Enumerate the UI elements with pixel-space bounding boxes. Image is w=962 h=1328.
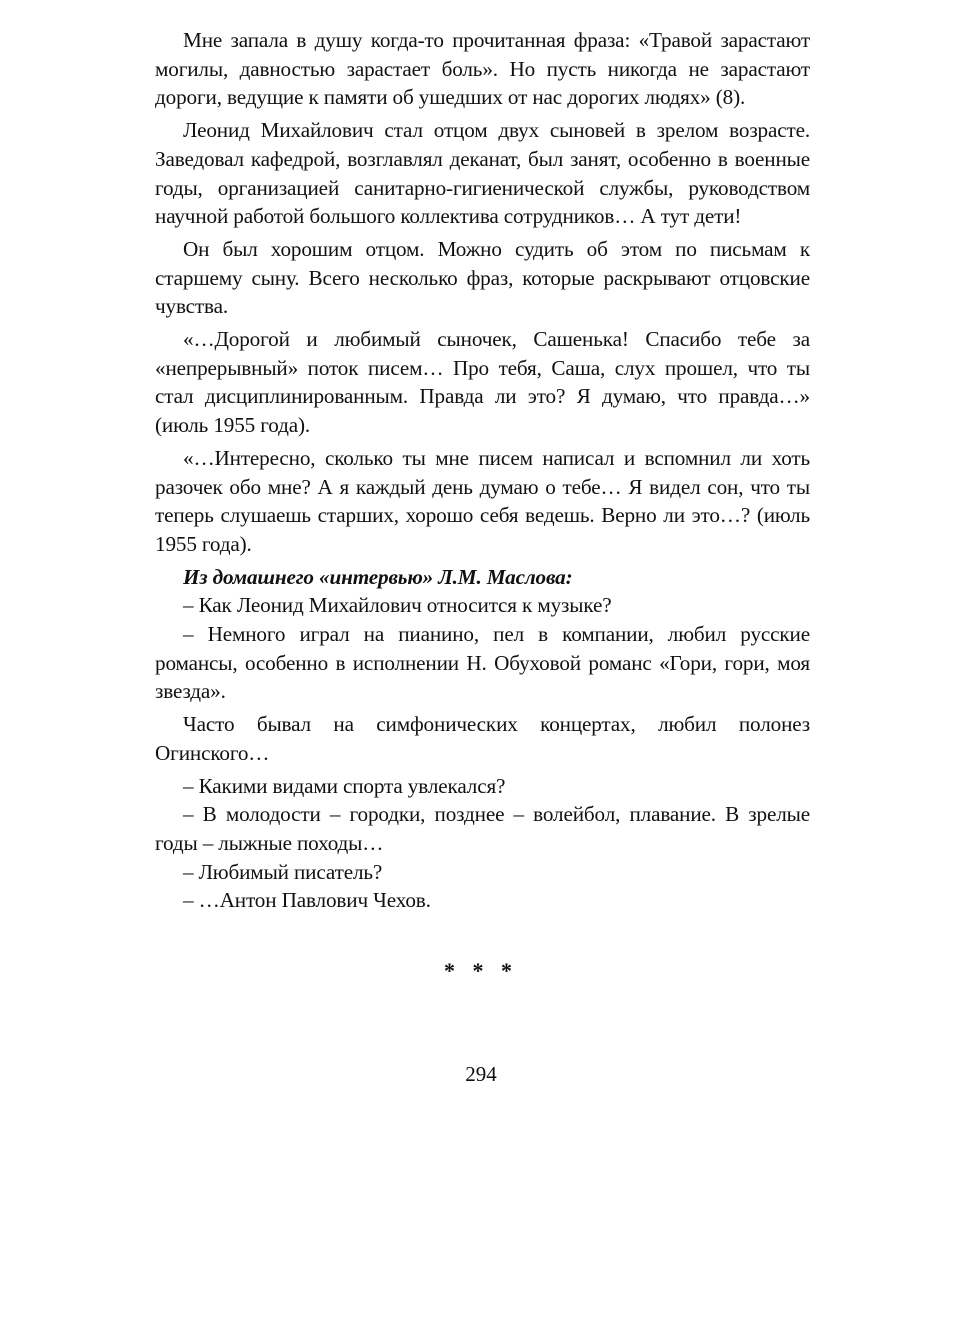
interview-question-writer: – Любимый писатель? <box>183 859 383 884</box>
interview-answer-sport: – В молодости – городки, позднее – волейбол, плавание. В зрелые годы – лыжные походы… <box>155 802 810 855</box>
paragraph-letter-2: «…Интересно, сколько ты мне писем написал и вспомнил ли хоть разочек обо мне? А я каждый день думаю о тебе… Я видел сон, что ты теперь слушаешь старших, хорошо себя ведешь. Верно ли это…? (июль 1955 года). <box>155 445 810 556</box>
page-body <box>155 26 810 915</box>
interview-answer-writer: – …Антон Павлович Чехов. <box>183 888 431 913</box>
interview-heading: Из домашнего «интервью» Л.М. Маслова: <box>183 564 573 589</box>
interview-answer-concerts: Часто бывал на симфонических концертах, любил полонез Огинского… <box>155 712 810 765</box>
paragraph-good-father: Он был хорошим отцом. Можно судить об этом по письмам к старшему сыну. Всего несколько фраз, которые раскрывают отцовские чувства. <box>155 236 810 319</box>
interview-question-music: – Как Леонид Михайлович относится к музыке? <box>183 593 612 618</box>
paragraph-father-sons: Леонид Михайлович стал отцом двух сыновей в зрелом возрасте. Заведовал кафедрой, возглавлял деканат, был занят, особенно в военные годы, организацией санитарно-гигиенической службы, руководством научной работой большого коллектива сотрудников… А тут дети! <box>155 118 810 229</box>
paragraph-letter-1: «…Дорогой и любимый сыночек, Сашенька! Спасибо тебе за «непрерывный» поток писем… Про тебя, Саша, слух прошел, что ты стал дисциплинированным. Правда ли это? Я думаю, что правда…» (июль 1955 года). <box>155 327 810 438</box>
interview-answer-music: – Немного играл на пианино, пел в компании, любил русские романсы, особенно в исполнении Н. Обуховой романс «Гори, гори, моя звезда». <box>155 622 810 704</box>
interview-question-sport: – Какими видами спорта увлекался? <box>183 773 506 798</box>
paragraph-quote-memory: Мне запала в душу когда-то прочитанная фраза: «Травой зарастают могилы, давностью зарастает боль». Но пусть никогда не зарастают дороги, ведущие к памяти об ушедших от нас дорогих людях» (8). <box>155 28 810 110</box>
page-number: 294 <box>465 1062 497 1086</box>
section-separator: * * * <box>444 958 518 983</box>
